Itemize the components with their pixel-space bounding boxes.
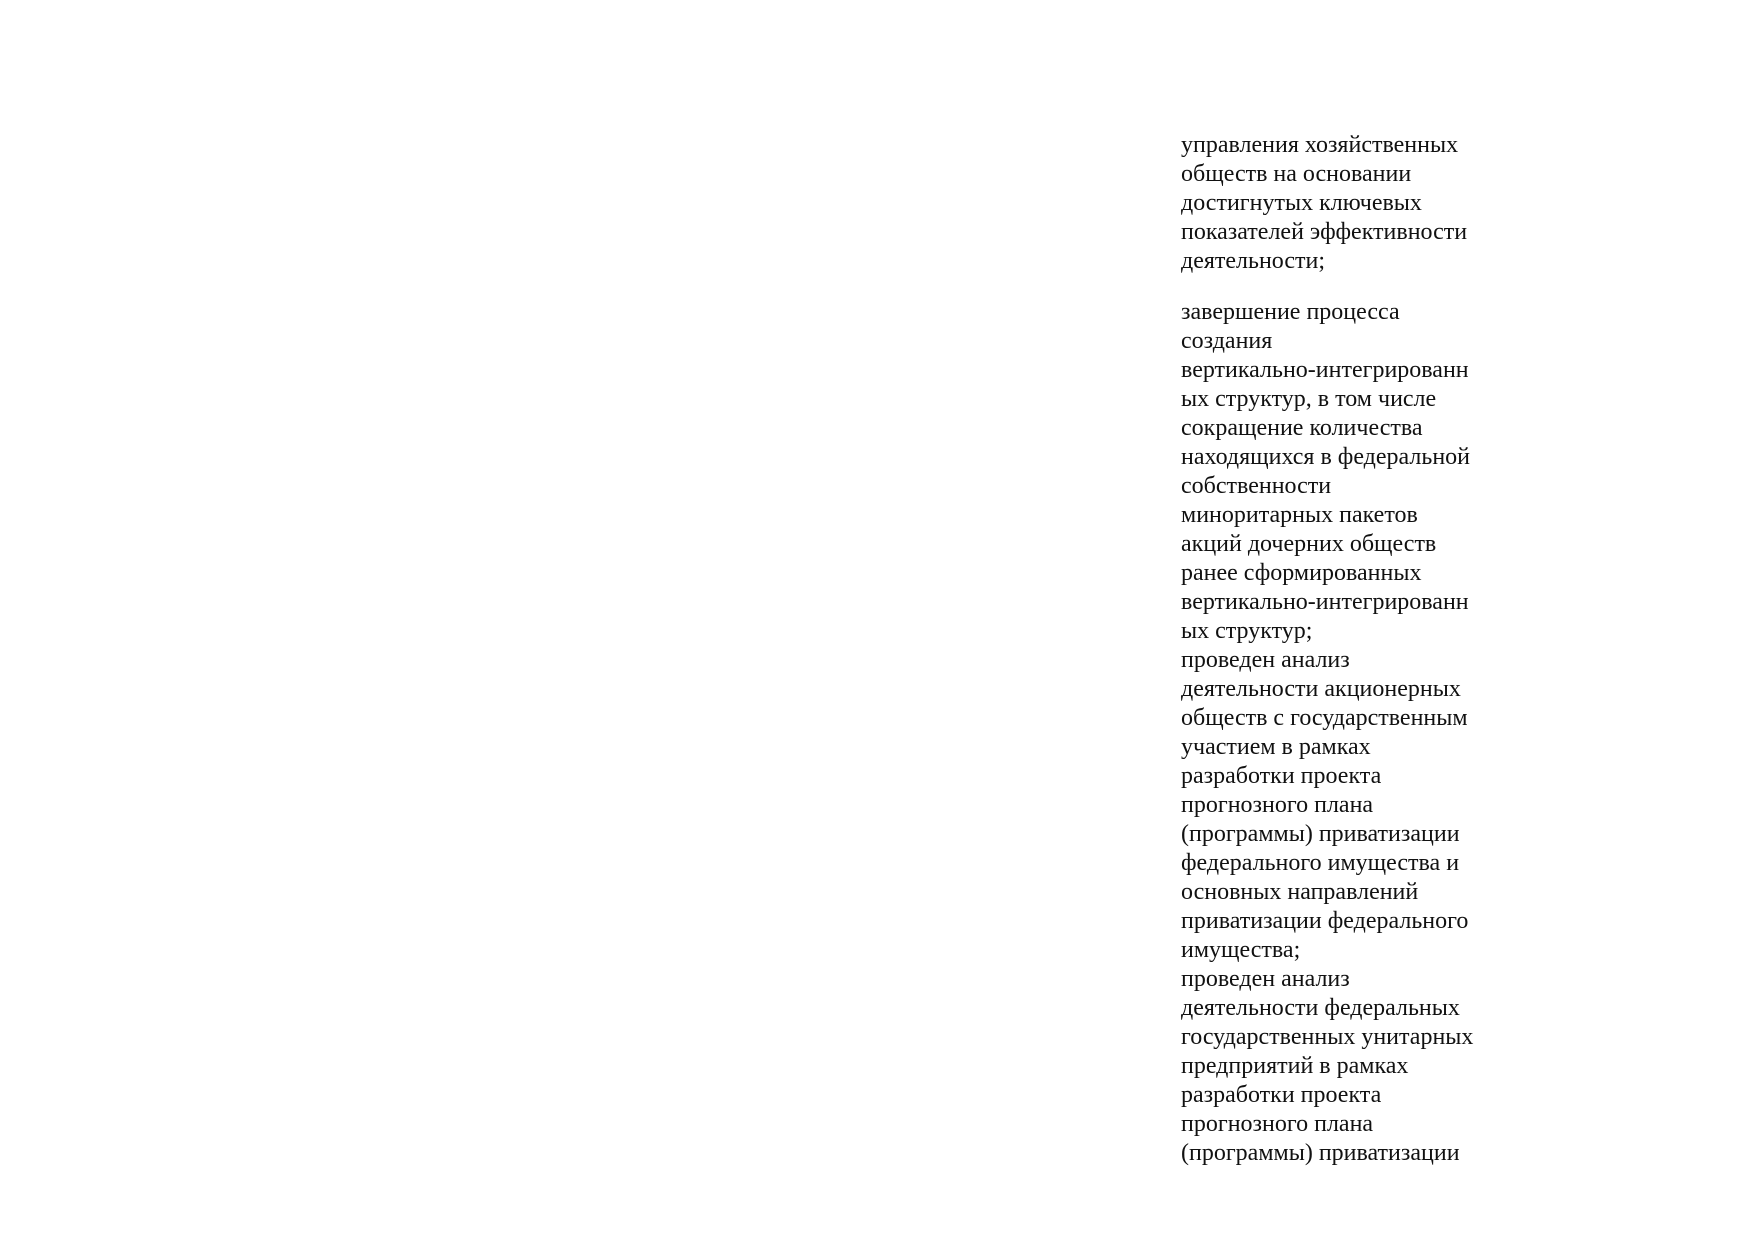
text-line: федерального имущества и (1181, 850, 1460, 876)
text-line: проведен анализ (1181, 647, 1350, 673)
text-line: прогнозного плана (1181, 1111, 1374, 1137)
text-line: акций дочерних обществ (1181, 531, 1437, 557)
text-line: завершение процесса (1181, 299, 1400, 325)
text-line: создания (1181, 328, 1273, 354)
text-line: обществ с государственным (1181, 705, 1468, 731)
text-line: разработки проекта (1181, 1082, 1382, 1108)
text-line: вертикально-интегрированн (1181, 357, 1469, 383)
text-line: миноритарных пакетов (1181, 502, 1418, 528)
text-line: собственности (1181, 473, 1332, 499)
text-line: обществ на основании (1181, 161, 1412, 187)
text-line: проведен анализ (1181, 966, 1350, 992)
text-line: прогнозного плана (1181, 792, 1374, 818)
text-line: ых структур, в том числе (1181, 386, 1437, 412)
text-column (1181, 131, 1501, 1168)
text-line: разработки проекта (1181, 763, 1382, 789)
text-line: достигнутых ключевых (1181, 190, 1422, 216)
text-line: предприятий в рамках (1181, 1053, 1409, 1079)
text-line: находящихся в федеральной (1181, 444, 1471, 470)
text-line: участием в рамках (1181, 734, 1371, 760)
text-line: деятельности федеральных (1181, 995, 1460, 1021)
text-line: ых структур; (1181, 618, 1313, 644)
text-line: управления хозяйственных (1181, 132, 1459, 158)
text-line: вертикально-интегрированн (1181, 589, 1469, 615)
text-line: (программы) приватизации (1181, 1140, 1460, 1166)
paragraph-1 (1181, 131, 1501, 276)
text-line: сокращение количества (1181, 415, 1423, 441)
text-line: приватизации федерального (1181, 908, 1469, 934)
text-line: (программы) приватизации (1181, 821, 1460, 847)
paragraph-2 (1181, 298, 1501, 1168)
text-line: ранее сформированных (1181, 560, 1422, 586)
text-line: деятельности акционерных (1181, 676, 1461, 702)
text-line: государственных унитарных (1181, 1024, 1474, 1050)
text-line: деятельности; (1181, 248, 1326, 274)
text-line: основных направлений (1181, 879, 1419, 905)
text-line: показателей эффективности (1181, 219, 1468, 245)
text-line: имущества; (1181, 937, 1301, 963)
